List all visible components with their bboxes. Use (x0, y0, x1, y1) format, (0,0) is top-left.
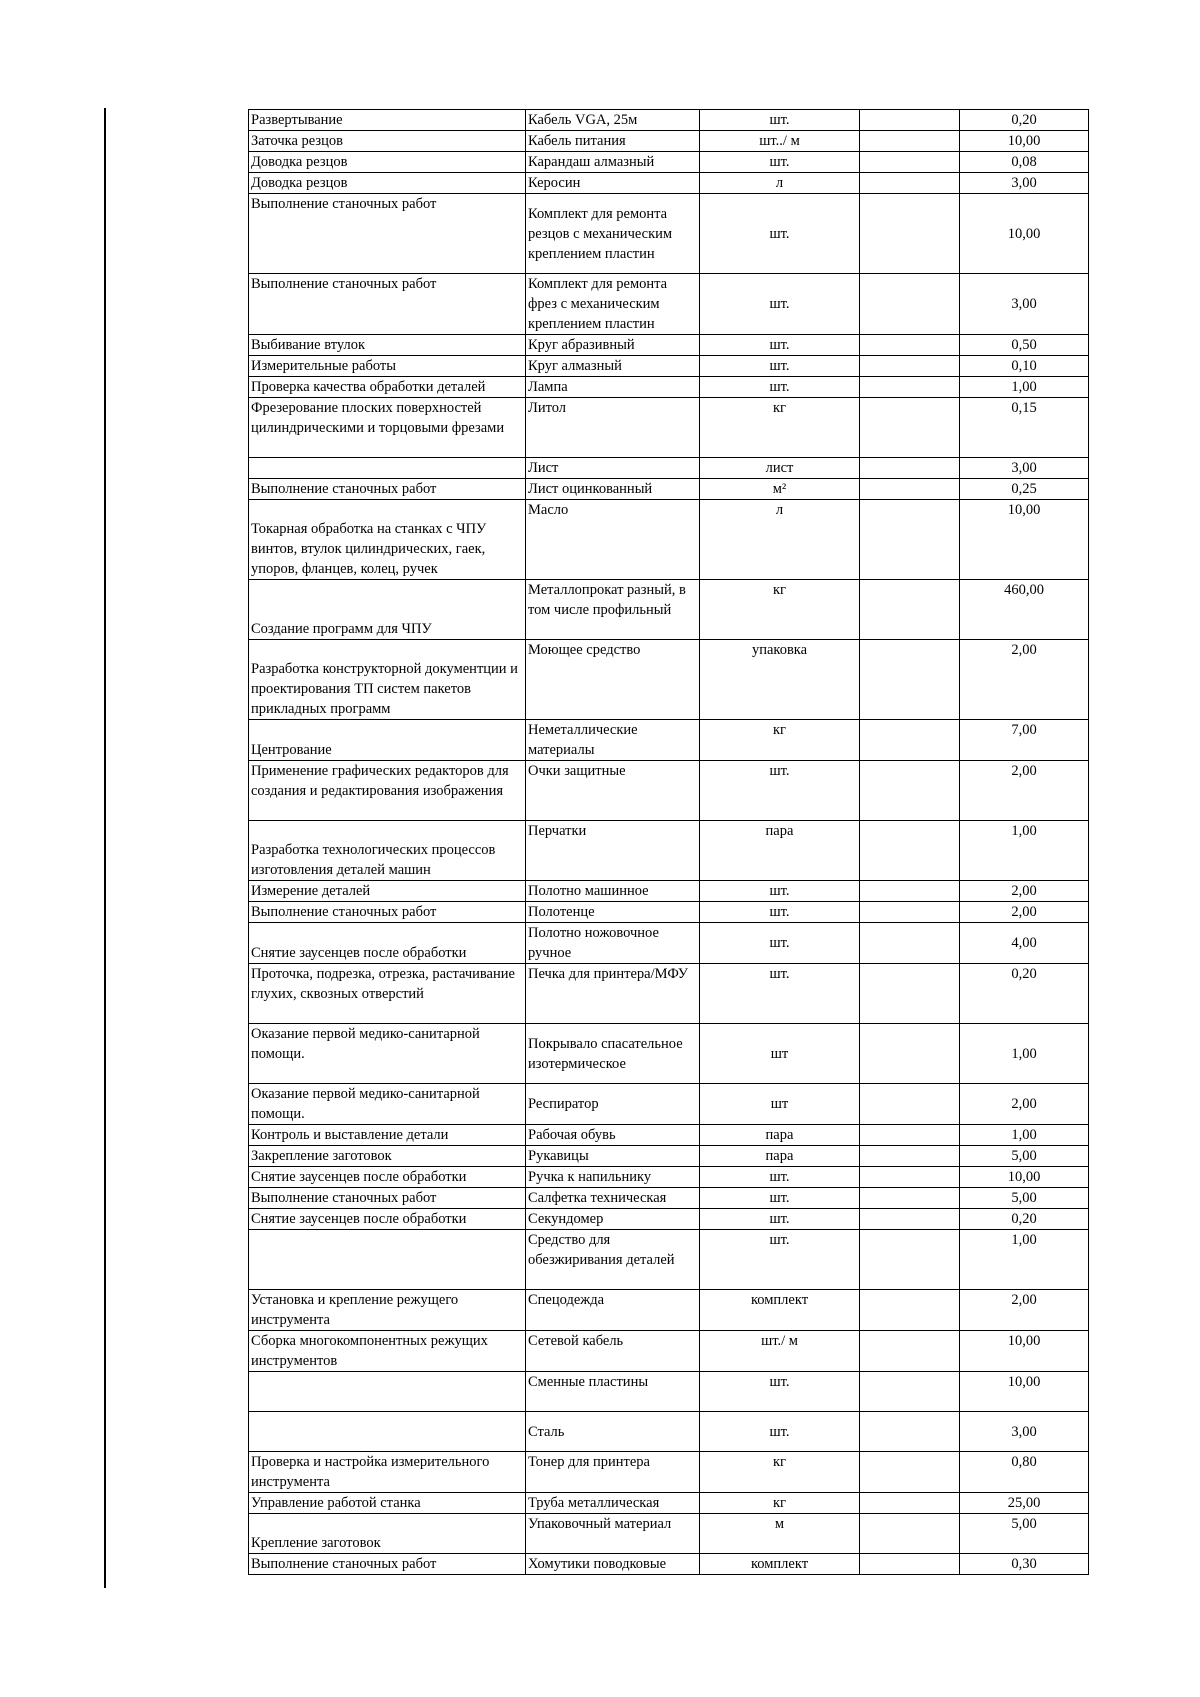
empty-cell (860, 335, 960, 356)
empty-cell (860, 1514, 960, 1554)
quantity-cell: 2,00 (960, 761, 1089, 821)
table-row (249, 131, 1089, 152)
empty-cell (860, 1209, 960, 1230)
unit-cell: пара (700, 1146, 860, 1167)
quantity-cell: 3,00 (960, 173, 1089, 194)
empty-cell (860, 1188, 960, 1209)
table-row (249, 194, 1089, 274)
table-row (249, 1372, 1089, 1412)
unit-cell: шт (700, 1024, 860, 1084)
table-row (249, 640, 1089, 720)
empty-cell (860, 1167, 960, 1188)
work-cell: Выбивание втулок (249, 335, 526, 356)
quantity-cell: 5,00 (960, 1188, 1089, 1209)
material-name-cell: Покрывало спасательное изотермическое (526, 1024, 700, 1084)
table-row (249, 173, 1089, 194)
material-name-cell: Металлопрокат разный, в том числе профильный (526, 580, 700, 640)
table-row (249, 398, 1089, 458)
work-cell: Токарная обработка на станках с ЧПУ винтов, втулок цилиндрических, гаек, упоров, фланцев, колец, ручек (249, 500, 526, 580)
unit-cell: шт. (700, 1230, 860, 1290)
material-name-cell: Кабель питания (526, 131, 700, 152)
empty-cell (860, 479, 960, 500)
table-row (249, 761, 1089, 821)
unit-cell: пара (700, 821, 860, 881)
work-cell: Фрезерование плоских поверхностей цилиндрическими и торцовыми фрезами (249, 398, 526, 458)
material-name-cell: Труба металлическая (526, 1493, 700, 1514)
empty-cell (860, 131, 960, 152)
table-row (249, 1188, 1089, 1209)
quantity-cell: 1,00 (960, 821, 1089, 881)
empty-cell (860, 1230, 960, 1290)
table-row (249, 720, 1089, 761)
work-cell: Доводка резцов (249, 173, 526, 194)
table-row (249, 902, 1089, 923)
quantity-cell: 1,00 (960, 1024, 1089, 1084)
work-cell: Выполнение станочных работ (249, 194, 526, 274)
work-cell: Снятие заусенцев после обработки (249, 1167, 526, 1188)
unit-cell: шт. (700, 377, 860, 398)
quantity-cell: 10,00 (960, 1372, 1089, 1412)
unit-cell: л (700, 500, 860, 580)
work-cell (249, 1230, 526, 1290)
quantity-cell: 0,80 (960, 1452, 1089, 1493)
quantity-cell: 1,00 (960, 377, 1089, 398)
material-name-cell: Респиратор (526, 1084, 700, 1125)
empty-cell (860, 1024, 960, 1084)
empty-cell (860, 1331, 960, 1372)
unit-cell: комплект (700, 1554, 860, 1575)
table-row (249, 1412, 1089, 1452)
empty-cell (860, 1412, 960, 1452)
unit-cell: шт. (700, 274, 860, 335)
material-name-cell: Масло (526, 500, 700, 580)
empty-cell (860, 640, 960, 720)
work-cell: Создание программ для ЧПУ (249, 580, 526, 640)
material-name-cell: Неметаллические материалы (526, 720, 700, 761)
unit-cell: шт. (700, 964, 860, 1024)
quantity-cell: 0,50 (960, 335, 1089, 356)
empty-cell (860, 1084, 960, 1125)
empty-cell (860, 173, 960, 194)
material-name-cell: Лист (526, 458, 700, 479)
unit-cell: шт./ м (700, 1331, 860, 1372)
material-name-cell: Керосин (526, 173, 700, 194)
table-row (249, 377, 1089, 398)
empty-cell (860, 1290, 960, 1331)
work-cell: Разработка технологических процессов изготовления деталей машин (249, 821, 526, 881)
work-cell: Снятие заусенцев после обработки (249, 1209, 526, 1230)
empty-cell (860, 964, 960, 1024)
unit-cell: кг (700, 1452, 860, 1493)
empty-cell (860, 923, 960, 964)
empty-cell (860, 1452, 960, 1493)
unit-cell: кг (700, 720, 860, 761)
work-cell: Проверка и настройка измерительного инструмента (249, 1452, 526, 1493)
unit-cell: упаковка (700, 640, 860, 720)
table-row (249, 1493, 1089, 1514)
empty-cell (860, 377, 960, 398)
unit-cell: шт. (700, 194, 860, 274)
empty-cell (860, 1493, 960, 1514)
table-row (249, 458, 1089, 479)
table-row (249, 1024, 1089, 1084)
quantity-cell: 0,20 (960, 964, 1089, 1024)
table-row (249, 1452, 1089, 1493)
table-row (249, 110, 1089, 131)
unit-cell: шт. (700, 1412, 860, 1452)
material-name-cell: Комплект для ремонта резцов с механическим креплением пластин (526, 194, 700, 274)
work-cell: Измерение деталей (249, 881, 526, 902)
work-cell: Снятие заусенцев после обработки (249, 923, 526, 964)
work-cell: Оказание первой медико-санитарной помощи. (249, 1084, 526, 1125)
quantity-cell: 460,00 (960, 580, 1089, 640)
unit-cell: шт. (700, 923, 860, 964)
material-name-cell: Ручка к напильнику (526, 1167, 700, 1188)
table-row (249, 881, 1089, 902)
empty-cell (860, 500, 960, 580)
empty-cell (860, 110, 960, 131)
material-name-cell: Круг абразивный (526, 335, 700, 356)
work-cell: Доводка резцов (249, 152, 526, 173)
table-row (249, 1290, 1089, 1331)
quantity-cell: 0,20 (960, 110, 1089, 131)
quantity-cell: 10,00 (960, 500, 1089, 580)
material-name-cell: Печка для принтера/МФУ (526, 964, 700, 1024)
table-row (249, 500, 1089, 580)
quantity-cell: 10,00 (960, 131, 1089, 152)
work-cell: Сборка многокомпонентных режущих инструментов (249, 1331, 526, 1372)
material-name-cell: Лист оцинкованный (526, 479, 700, 500)
work-cell: Выполнение станочных работ (249, 1188, 526, 1209)
unit-cell: шт. (700, 356, 860, 377)
unit-cell: м (700, 1514, 860, 1554)
empty-cell (860, 356, 960, 377)
material-name-cell: Полотно машинное (526, 881, 700, 902)
material-name-cell: Литол (526, 398, 700, 458)
unit-cell: л (700, 173, 860, 194)
material-name-cell: Хомутики поводковые (526, 1554, 700, 1575)
material-name-cell: Полотно ножовочное ручное (526, 923, 700, 964)
quantity-cell: 3,00 (960, 1412, 1089, 1452)
quantity-cell: 10,00 (960, 1167, 1089, 1188)
work-cell: Выполнение станочных работ (249, 1554, 526, 1575)
material-name-cell: Сетевой кабель (526, 1331, 700, 1372)
quantity-cell: 3,00 (960, 274, 1089, 335)
table-row (249, 152, 1089, 173)
quantity-cell: 2,00 (960, 902, 1089, 923)
work-cell: Выполнение станочных работ (249, 902, 526, 923)
table-row (249, 964, 1089, 1024)
quantity-cell: 5,00 (960, 1514, 1089, 1554)
materials-table (248, 109, 1089, 1575)
material-name-cell: Комплект для ремонта фрез с механическим креплением пластин (526, 274, 700, 335)
unit-cell: шт../ м (700, 131, 860, 152)
quantity-cell: 0,25 (960, 479, 1089, 500)
material-name-cell: Кабель VGA, 25м (526, 110, 700, 131)
material-name-cell: Упаковочный материал (526, 1514, 700, 1554)
material-name-cell: Средство для обезжиривания деталей (526, 1230, 700, 1290)
empty-cell (860, 580, 960, 640)
unit-cell: шт. (700, 1188, 860, 1209)
quantity-cell: 0,15 (960, 398, 1089, 458)
table-row (249, 1146, 1089, 1167)
empty-cell (860, 152, 960, 173)
table-row (249, 274, 1089, 335)
work-cell: Развертывание (249, 110, 526, 131)
table-row (249, 356, 1089, 377)
table-row (249, 1554, 1089, 1575)
empty-cell (860, 1146, 960, 1167)
work-cell: Разработка конструкторной документции и проектирования ТП систем пакетов прикладных программ (249, 640, 526, 720)
material-name-cell: Карандаш алмазный (526, 152, 700, 173)
table-row (249, 479, 1089, 500)
unit-cell: кг (700, 1493, 860, 1514)
work-cell: Оказание первой медико-санитарной помощи. (249, 1024, 526, 1084)
unit-cell: комплект (700, 1290, 860, 1331)
table-row (249, 1230, 1089, 1290)
work-cell: Выполнение станочных работ (249, 479, 526, 500)
work-cell: Управление работой станка (249, 1493, 526, 1514)
table-row (249, 923, 1089, 964)
unit-cell: шт (700, 1084, 860, 1125)
quantity-cell: 4,00 (960, 923, 1089, 964)
work-cell: Измерительные работы (249, 356, 526, 377)
unit-cell: м² (700, 479, 860, 500)
material-name-cell: Круг алмазный (526, 356, 700, 377)
work-cell (249, 1412, 526, 1452)
material-name-cell: Сталь (526, 1412, 700, 1452)
material-name-cell: Перчатки (526, 821, 700, 881)
unit-cell: лист (700, 458, 860, 479)
work-cell: Применение графических редакторов для создания и редактирования изображения (249, 761, 526, 821)
quantity-cell: 1,00 (960, 1125, 1089, 1146)
work-cell: Центрование (249, 720, 526, 761)
material-name-cell: Полотенце (526, 902, 700, 923)
quantity-cell: 0,30 (960, 1554, 1089, 1575)
work-cell: Заточка резцов (249, 131, 526, 152)
empty-cell (860, 1554, 960, 1575)
table-row (249, 580, 1089, 640)
table-row (249, 1331, 1089, 1372)
unit-cell: кг (700, 398, 860, 458)
work-cell: Выполнение станочных работ (249, 274, 526, 335)
empty-cell (860, 194, 960, 274)
unit-cell: шт. (700, 1372, 860, 1412)
table-row (249, 1084, 1089, 1125)
empty-cell (860, 398, 960, 458)
unit-cell: шт. (700, 1167, 860, 1188)
material-name-cell: Очки защитные (526, 761, 700, 821)
material-name-cell: Тонер для принтера (526, 1452, 700, 1493)
left-margin-rule (104, 108, 106, 1588)
quantity-cell: 10,00 (960, 1331, 1089, 1372)
unit-cell: шт. (700, 902, 860, 923)
work-cell: Проверка качества обработки деталей (249, 377, 526, 398)
unit-cell: шт. (700, 1209, 860, 1230)
quantity-cell: 0,08 (960, 152, 1089, 173)
quantity-cell: 2,00 (960, 1290, 1089, 1331)
table-row (249, 1209, 1089, 1230)
material-name-cell: Секундомер (526, 1209, 700, 1230)
material-name-cell: Лампа (526, 377, 700, 398)
work-cell: Проточка, подрезка, отрезка, растачивание глухих, сквозных отверстий (249, 964, 526, 1024)
table-row (249, 1125, 1089, 1146)
work-cell (249, 1372, 526, 1412)
work-cell: Установка и крепление режущего инструмента (249, 1290, 526, 1331)
quantity-cell: 2,00 (960, 640, 1089, 720)
quantity-cell: 25,00 (960, 1493, 1089, 1514)
material-name-cell: Спецодежда (526, 1290, 700, 1331)
empty-cell (860, 761, 960, 821)
material-name-cell: Сменные пластины (526, 1372, 700, 1412)
empty-cell (860, 1372, 960, 1412)
table-row (249, 1514, 1089, 1554)
quantity-cell: 0,20 (960, 1209, 1089, 1230)
unit-cell: шт. (700, 152, 860, 173)
empty-cell (860, 1125, 960, 1146)
unit-cell: пара (700, 1125, 860, 1146)
table-row (249, 1167, 1089, 1188)
quantity-cell: 2,00 (960, 881, 1089, 902)
quantity-cell: 0,10 (960, 356, 1089, 377)
work-cell: Крепление заготовок (249, 1514, 526, 1554)
unit-cell: кг (700, 580, 860, 640)
unit-cell: шт. (700, 881, 860, 902)
material-name-cell: Рабочая обувь (526, 1125, 700, 1146)
quantity-cell: 7,00 (960, 720, 1089, 761)
table-row (249, 335, 1089, 356)
unit-cell: шт. (700, 335, 860, 356)
quantity-cell: 5,00 (960, 1146, 1089, 1167)
material-name-cell: Моющее средство (526, 640, 700, 720)
empty-cell (860, 881, 960, 902)
material-name-cell: Рукавицы (526, 1146, 700, 1167)
empty-cell (860, 720, 960, 761)
empty-cell (860, 274, 960, 335)
quantity-cell: 1,00 (960, 1230, 1089, 1290)
unit-cell: шт. (700, 761, 860, 821)
quantity-cell: 10,00 (960, 194, 1089, 274)
quantity-cell: 3,00 (960, 458, 1089, 479)
unit-cell: шт. (700, 110, 860, 131)
work-cell: Закрепление заготовок (249, 1146, 526, 1167)
material-name-cell: Салфетка техническая (526, 1188, 700, 1209)
work-cell (249, 458, 526, 479)
quantity-cell: 2,00 (960, 1084, 1089, 1125)
empty-cell (860, 458, 960, 479)
work-cell: Контроль и выставление детали (249, 1125, 526, 1146)
empty-cell (860, 821, 960, 881)
table-row (249, 821, 1089, 881)
empty-cell (860, 902, 960, 923)
